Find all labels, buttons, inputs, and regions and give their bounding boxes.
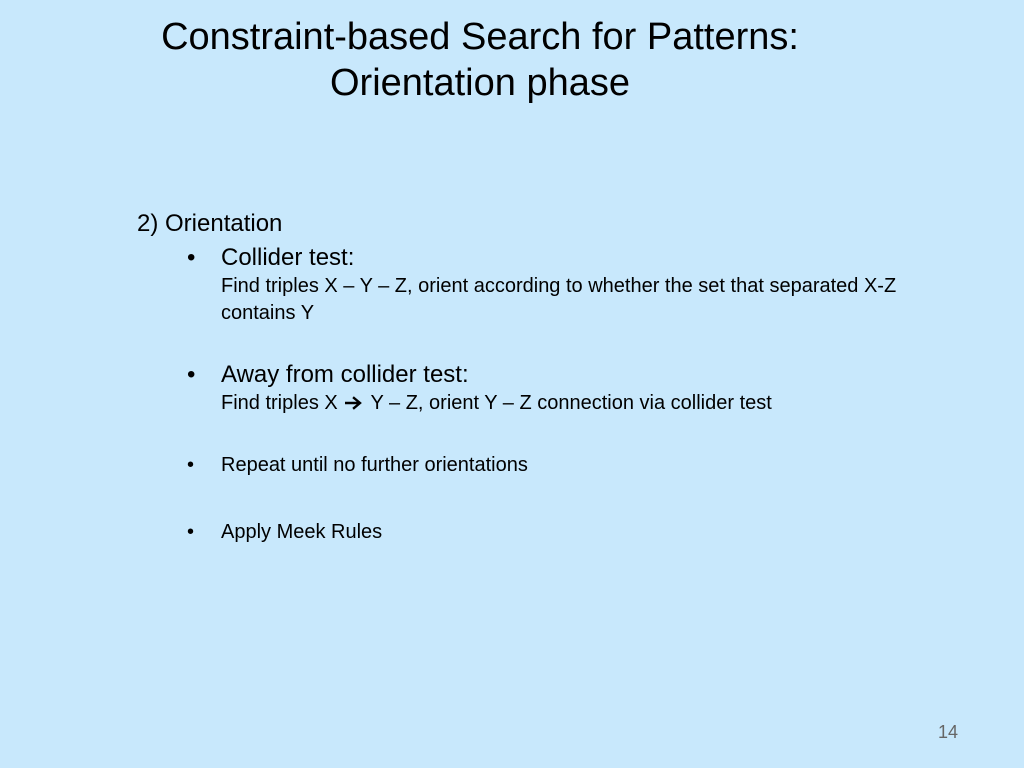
bullet-text: Find triples X – Y – Z, orient according to whether the set that separated X-Z contains Y bbox=[221, 275, 897, 324]
bullet-text bbox=[221, 390, 897, 417]
bullet-text-before-arrow: Find triples X bbox=[221, 392, 338, 414]
slide-title bbox=[90, 14, 870, 106]
slide-body bbox=[137, 208, 897, 546]
bullet-icon: • bbox=[187, 521, 195, 543]
bullet-icon: • bbox=[187, 454, 195, 476]
bullet-item-meek-rules bbox=[137, 519, 897, 546]
bullet-icon: • bbox=[187, 244, 196, 271]
bullet-text: Apply Meek Rules bbox=[221, 521, 383, 543]
bullet-item-repeat bbox=[137, 452, 897, 479]
right-arrow-icon bbox=[345, 396, 363, 410]
bullet-list bbox=[137, 243, 897, 546]
bullet-text-after-arrow: Y – Z, orient Y – Z connection via collider test bbox=[370, 392, 772, 414]
slide-title-line-1: Constraint-based Search for Patterns: bbox=[161, 16, 799, 58]
bullet-heading: Away from collider test: bbox=[221, 361, 469, 388]
slide-title-line-2: Orientation phase bbox=[330, 62, 630, 104]
bullet-icon: • bbox=[187, 361, 196, 388]
bullet-heading: Collider test: bbox=[221, 244, 355, 271]
bullet-text: Repeat until no further orientations bbox=[221, 454, 528, 476]
bullet-item-away-from-collider-test bbox=[137, 360, 897, 417]
bullet-item-collider-test bbox=[137, 243, 897, 327]
section-heading: 2) Orientation bbox=[137, 210, 283, 237]
page-number: 14 bbox=[937, 722, 958, 742]
